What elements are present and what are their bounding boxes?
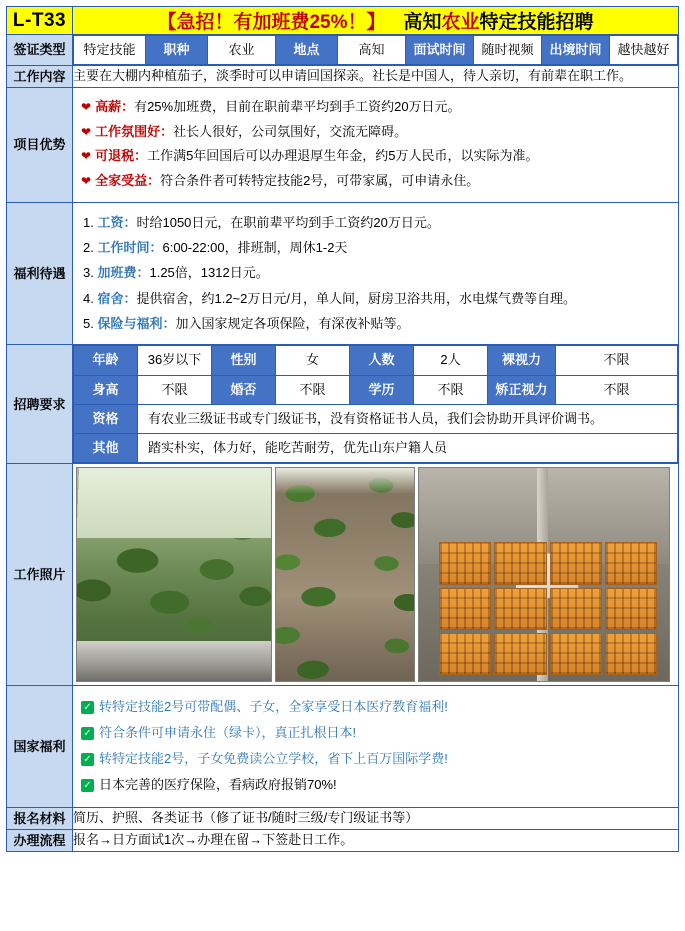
- headcount-label: 人数: [350, 346, 414, 375]
- benefits-row: [7, 202, 679, 345]
- welfare-text: 转特定技能2号，子女免费读公立学校，省下上百万国际学费!: [99, 751, 448, 767]
- benefit-item: [83, 235, 670, 260]
- requirements-cell: [73, 345, 679, 464]
- benefit-number: 4.: [83, 290, 94, 306]
- requirements-row-4: [74, 434, 678, 463]
- photo-ground: [77, 641, 271, 681]
- requirements-row-2: [74, 375, 678, 404]
- check-icon: ✓: [81, 753, 94, 766]
- advantage-desc: 有25%加班费，目前在职前辈平均到手工资约20万日元。: [134, 98, 461, 114]
- crate: [494, 588, 546, 630]
- crate: [605, 588, 657, 630]
- age-value: 36岁以下: [138, 346, 212, 375]
- visa-table: [73, 35, 678, 65]
- crate: [439, 588, 491, 630]
- requirements-table: [73, 345, 678, 463]
- naked-vision-label: 裸视力: [488, 346, 556, 375]
- benefit-desc: 1.25倍，1312日元。: [149, 265, 269, 281]
- header-title: [403, 12, 593, 33]
- photo-highlight: [276, 468, 414, 494]
- qualification-value: 有农业三级证书或专门级证书，没有资格证书人员，我们会协助开具评价调书。: [138, 404, 678, 433]
- advantage-item: [81, 144, 670, 169]
- crate: [494, 633, 546, 675]
- crate: [439, 633, 491, 675]
- benefit-item: [83, 311, 670, 336]
- national-welfare-label: 国家福利: [7, 686, 73, 808]
- education-label: 学历: [350, 375, 414, 404]
- benefit-title: 工作时间：: [97, 240, 163, 256]
- greenhouse-eggplant-photo: [76, 467, 272, 682]
- benefit-title: 宿舍：: [97, 290, 137, 306]
- other-label: 其他: [74, 434, 138, 463]
- check-icon: ✓: [81, 727, 94, 740]
- national-welfare-cell: [73, 686, 679, 808]
- process-text: 报名→日方面试1次→办理在留→下签赴日工作。: [73, 830, 679, 852]
- other-value: 踏实朴实，体力好，能吃苦耐劳，优先山东户籍人员: [138, 434, 678, 463]
- education-value: 不限: [414, 375, 488, 404]
- benefit-desc: 加入国家规定各项保险，有深夜补贴等。: [175, 316, 410, 332]
- crate: [550, 633, 602, 675]
- location-label: 地点: [276, 36, 338, 65]
- benefit-title: 加班费：: [97, 265, 150, 281]
- advantage-title: 工作氛围好：: [95, 123, 174, 139]
- job-category-label: 职种: [146, 36, 208, 65]
- benefit-number: 1.: [83, 214, 94, 230]
- welfare-item: [81, 694, 670, 720]
- advantage-title: 全家受益：: [95, 173, 161, 189]
- visa-type-value: 特定技能: [74, 36, 146, 65]
- crate: [605, 633, 657, 675]
- work-content-text: 主要在大棚内种植茄子，淡季时可以申请回国探亲。社长是中国人，待人亲切，有前辈在职工作。: [73, 66, 679, 88]
- advantage-title: 可退税：: [95, 148, 148, 164]
- crate: [550, 588, 602, 630]
- welfare-text: 日本完善的医疗保险，看病政府报销70%!: [99, 777, 337, 793]
- advantages-label: 项目优势: [7, 87, 73, 202]
- interview-time-value: 随时视频: [474, 36, 542, 65]
- naked-vision-value: 不限: [556, 346, 678, 375]
- welfare-item: [81, 746, 670, 772]
- visa-row: [7, 35, 679, 66]
- header-banner: [73, 7, 679, 35]
- benefit-number: 2.: [83, 240, 94, 256]
- crate: [550, 542, 602, 584]
- visa-type-label: 签证类型: [7, 35, 73, 66]
- advantage-desc: 符合条件者可转特定技能2号，可带家属，可申请永住。: [160, 173, 480, 189]
- header-row: [7, 7, 679, 35]
- title-highlight: 农业: [441, 12, 480, 33]
- crate: [439, 542, 491, 584]
- check-icon: ✓: [81, 779, 94, 792]
- height-label: 身高: [74, 375, 138, 404]
- photos-label: 工作照片: [7, 464, 73, 686]
- location-value: 高知: [338, 36, 406, 65]
- gender-label: 性别: [212, 346, 276, 375]
- advantage-item: [81, 169, 670, 194]
- headcount-value: 2人: [414, 346, 488, 375]
- job-code: L-T33: [7, 7, 73, 35]
- process-label: 办理流程: [7, 830, 73, 852]
- welfare-text: 符合条件可申请永住（绿卡），真正扎根日本!: [99, 725, 357, 741]
- benefits-cell: [73, 202, 679, 345]
- requirements-row: [7, 345, 679, 464]
- heart-icon: ❤: [81, 149, 92, 164]
- benefit-desc: 6:00-22:00，排班制，周休1-2天: [162, 240, 348, 256]
- benefit-title: 保险与福利：: [97, 316, 176, 332]
- advantage-item: [81, 120, 670, 145]
- benefit-desc: 提供宿舍，约1.2~2万日元/月，单人间，厨房卫浴共用，水电煤气费等自理。: [136, 290, 576, 306]
- photo-crate-stack: [439, 542, 657, 675]
- welfare-text: 转特定技能2号可带配偶、子女，全家享受日本医疗教育福利!: [99, 699, 448, 715]
- benefits-label: 福利待遇: [7, 202, 73, 345]
- crate: [494, 542, 546, 584]
- welfare-item: [81, 720, 670, 746]
- materials-label: 报名材料: [7, 808, 73, 830]
- national-welfare-row: [7, 686, 679, 808]
- title-pre: 高知: [403, 12, 442, 33]
- requirements-row-3: [74, 404, 678, 433]
- gender-value: 女: [276, 346, 350, 375]
- requirements-label: 招聘要求: [7, 345, 73, 464]
- benefit-number: 3.: [83, 265, 94, 281]
- benefit-item: [83, 260, 670, 285]
- visa-detail-cell: [73, 35, 679, 66]
- urgent-tag: 【急招！有加班费25%！】: [157, 12, 386, 33]
- heart-icon: ❤: [81, 99, 92, 114]
- benefit-item: [83, 210, 670, 235]
- benefit-number: 5.: [83, 316, 94, 332]
- title-post: 特定技能招聘: [479, 12, 594, 33]
- field-rows-photo: [275, 467, 415, 682]
- work-content-label: 工作内容: [7, 66, 73, 88]
- photos-cell: [73, 464, 679, 686]
- advantages-row: [7, 87, 679, 202]
- benefit-title: 工资：: [97, 214, 137, 230]
- marital-value: 不限: [276, 375, 350, 404]
- work-content-row: [7, 66, 679, 88]
- poster-table: [6, 6, 679, 852]
- age-label: 年龄: [74, 346, 138, 375]
- marital-label: 婚否: [212, 375, 276, 404]
- advantage-item: [81, 95, 670, 120]
- orange-crates-photo: [418, 467, 670, 682]
- departure-time-value: 越快越好: [610, 36, 678, 65]
- departure-time-label: 出境时间: [542, 36, 610, 65]
- advantage-desc: 工作满5年回国后可以办理退厚生年金，约5万人民币，以实际为准。: [147, 148, 539, 164]
- benefit-item: [83, 286, 670, 311]
- advantages-cell: [73, 87, 679, 202]
- interview-time-label: 面试时间: [406, 36, 474, 65]
- heart-icon: ❤: [81, 174, 92, 189]
- job-category-value: 农业: [208, 36, 276, 65]
- crate: [605, 542, 657, 584]
- advantage-title: 高薪：: [95, 98, 135, 114]
- check-icon: ✓: [81, 701, 94, 714]
- benefit-desc: 时给1050日元，在职前辈平均到手工资约20万日元。: [136, 214, 440, 230]
- materials-text: 简历、护照、各类证书（修了证书/随时三级/专门级证书等）: [73, 808, 679, 830]
- materials-row: [7, 808, 679, 830]
- corrected-vision-label: 矫正视力: [488, 375, 556, 404]
- height-value: 不限: [138, 375, 212, 404]
- qualification-label: 资格: [74, 404, 138, 433]
- advantage-desc: 社长人很好，公司氛围好，交流无障碍。: [173, 123, 408, 139]
- corrected-vision-value: 不限: [556, 375, 678, 404]
- photos-row: [7, 464, 679, 686]
- heart-icon: ❤: [81, 124, 92, 139]
- process-row: [7, 830, 679, 852]
- requirements-row-1: [74, 346, 678, 375]
- welfare-item: [81, 772, 670, 798]
